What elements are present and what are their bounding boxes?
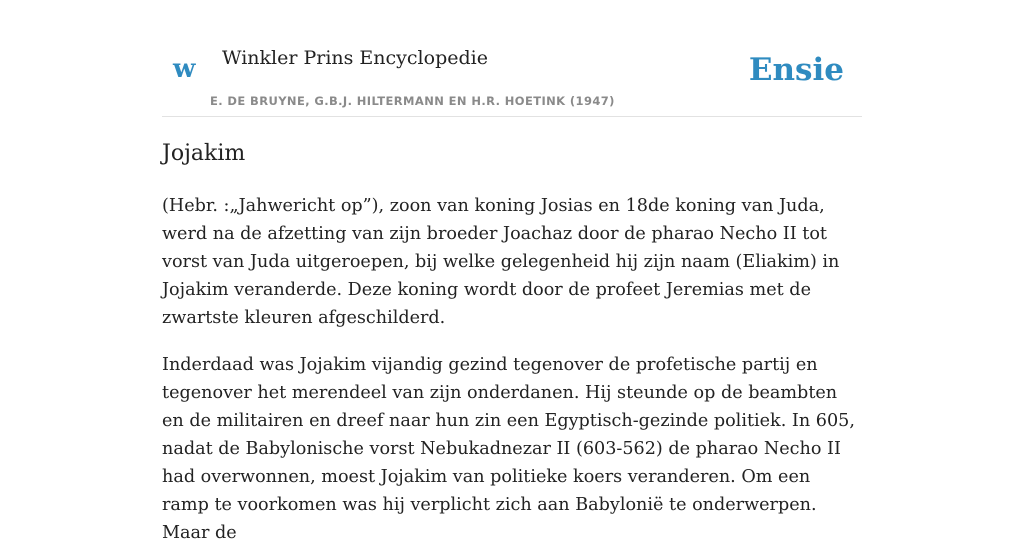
article-paragraph-2: Inderdaad was Jojakim vijandig gezind tegenover de profetische partij en tegenover het merendeel van zijn onderdanen. Hij steunde op de beambten en de militairen en dreef naar hun zin een Egyptisch-gezinde politiek. In 605, nadat de Babylonische vorst Nebukadnezar II (603-562) de pharao Necho II had overwonnen, moest Jojakim van politieke koers veranderen. Om een ramp te voorkomen was hij verplicht zich aan Babylonië te onderwerpen. Maar de [162, 355, 855, 543]
encyclopedia-authors: E. DE BRUYNE, G.B.J. HILTERMANN EN H.R. HOETINK (1947) [210, 94, 615, 108]
ensie-logo-link[interactable]: Ensie [748, 52, 844, 88]
article-content [162, 138, 862, 547]
article-title: Jojakim [162, 141, 246, 166]
site-header [162, 0, 862, 117]
article-paragraph-1: (Hebr. :„Jahwericht op”), zoon van koning Josias en 18de koning van Juda, werd na de afzetting van zijn broeder Joachaz door de pharao Necho II tot vorst van Juda uitgeroepen, bij welke gelegenheid hij zijn naam (Eliakim) in Jojakim veranderde. Deze koning wordt door de profeet Jeremias met de zwartste kleuren afgeschilderd. [162, 196, 840, 328]
encyclopedia-title-link[interactable]: Winkler Prins Encyclopedie [222, 47, 488, 69]
winkler-prins-logo[interactable]: w [173, 54, 196, 84]
